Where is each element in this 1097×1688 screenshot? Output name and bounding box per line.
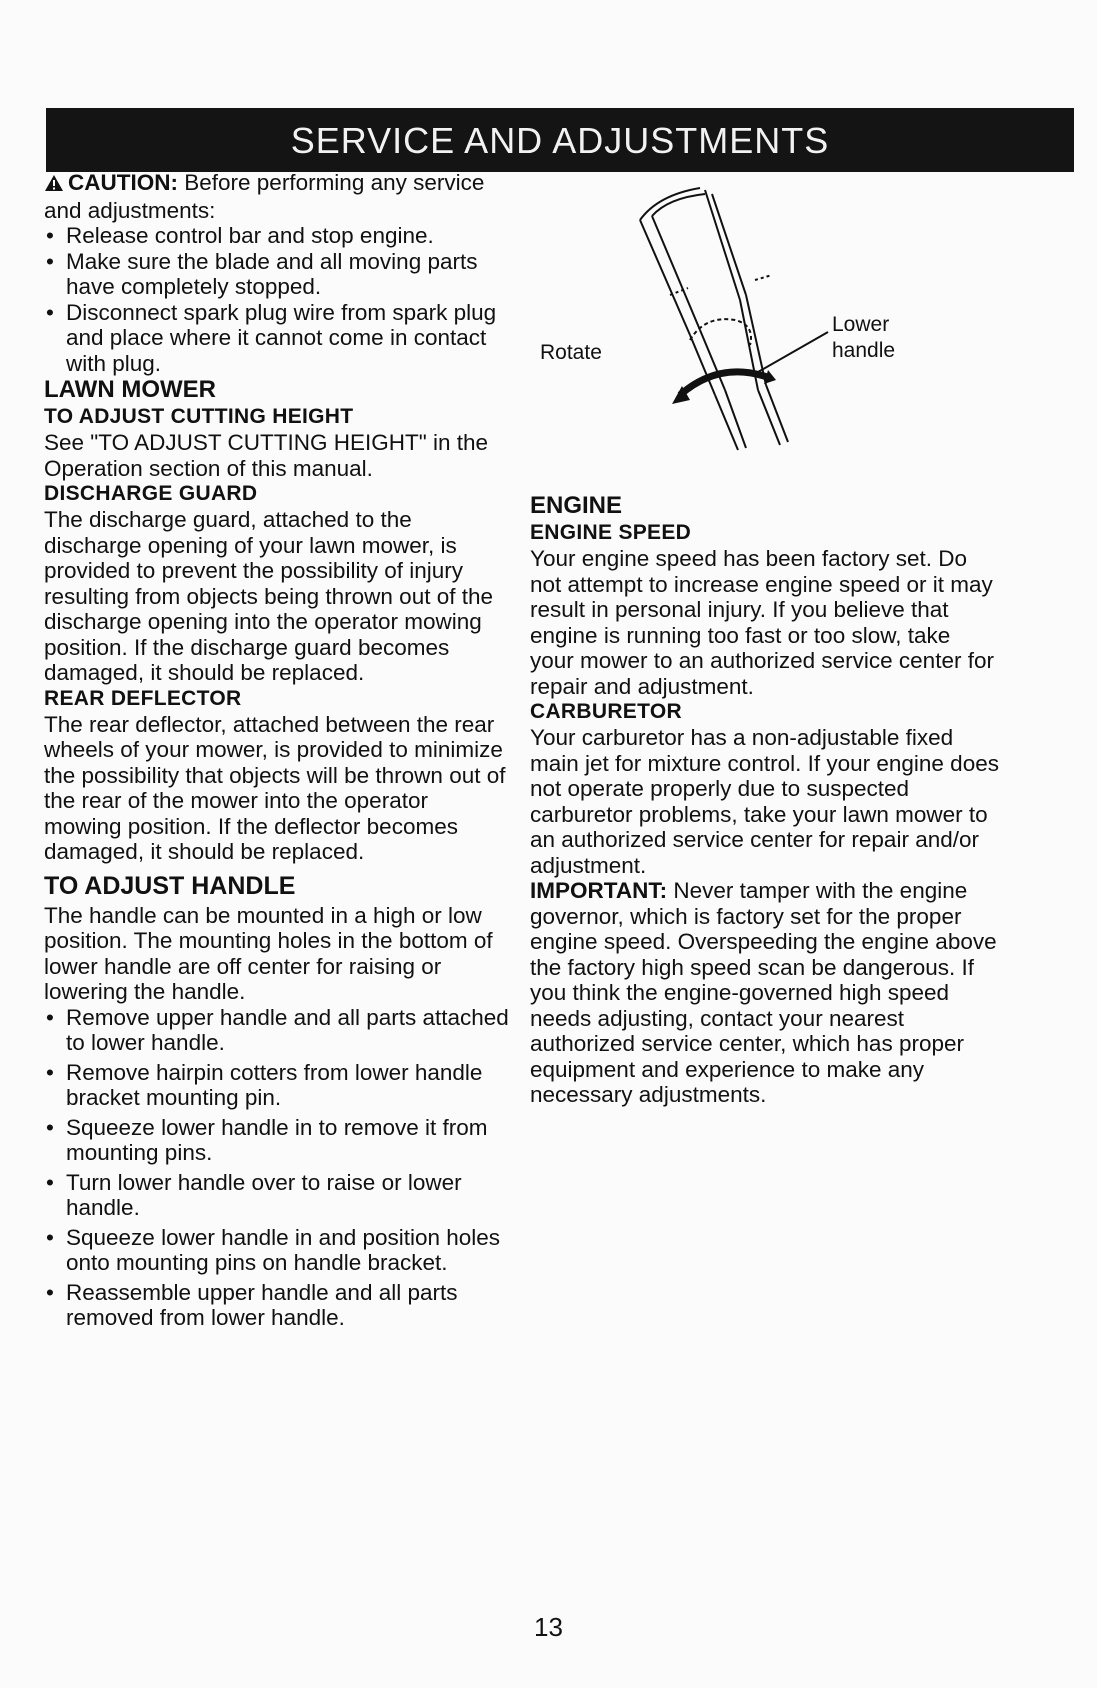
page-number: 13 xyxy=(534,1612,563,1642)
subheading-carburetor: CARBURETOR xyxy=(530,700,682,723)
caution-label: CAUTION: xyxy=(68,170,178,195)
list-item: • Disconnect spark plug wire from spark plug and place where it cannot come in contact with plug. xyxy=(44,300,509,377)
cutting-height-text: See "TO ADJUST CUTTING HEIGHT" in the Operation section of this manual. xyxy=(44,430,488,481)
important-label: IMPORTANT: xyxy=(530,878,668,903)
adjust-handle-text: The handle can be mounted in a high or low position. The mounting holes in the bottom of lower handle are off center for raising or lowering the handle. xyxy=(44,902,493,1004)
list-item: • Remove hairpin cotters from lower handle bracket mounting pin. xyxy=(44,1060,509,1111)
subheading-cutting-height: TO ADJUST CUTTING HEIGHT xyxy=(44,405,354,428)
important-text: Never tamper with the engine governor, which is factory set for the proper engine speed. Overspeeding the engine above the factory high speed scan be dangerous. If you think the engine-governed high speed needs adjusting, contact your nearest authorized service center, which has proper equipment and experience to make any necessary adjustments. xyxy=(530,878,997,1107)
rear-deflector-text: The rear deflector, attached between the rear wheels of your mower, is provided to minimize the possibility that objects will be thrown out of the rear of the mower into the operator mowing position. If the deflector becomes damaged, it should be replaced. xyxy=(44,711,506,864)
caution-list xyxy=(44,223,509,376)
list-item: • Squeeze lower handle in to remove it from mounting pins. xyxy=(44,1115,509,1166)
handle-label: handle xyxy=(832,339,896,362)
warning-triangle-icon xyxy=(44,172,64,198)
section-heading-engine: ENGINE xyxy=(530,492,623,519)
adjust-handle-steps xyxy=(44,1005,509,1331)
right-column xyxy=(530,492,1000,1108)
subheading-discharge-guard: DISCHARGE GUARD xyxy=(44,482,258,505)
important-paragraph xyxy=(530,878,1000,1108)
list-item: • Release control bar and stop engine. xyxy=(44,223,509,249)
caution-text: Before performing any service and adjustments: xyxy=(44,170,485,223)
section-heading-lawn-mower: LAWN MOWER xyxy=(44,376,216,403)
subheading-engine-speed: ENGINE SPEED xyxy=(530,521,692,544)
list-item: • Make sure the blade and all moving parts have completely stopped. xyxy=(44,249,509,300)
rotate-label: Rotate xyxy=(540,341,602,364)
list-item: • Squeeze lower handle in and position holes onto mounting pins on handle bracket. xyxy=(44,1225,509,1276)
lower-label: Lower xyxy=(832,313,890,336)
discharge-guard-text: The discharge guard, attached to the discharge opening of your lawn mower, is provided to prevent the possibility of injury resulting from objects being thrown out of the discharge opening into the operator mowing position. If the discharge guard becomes damaged, it should be replaced. xyxy=(44,507,494,685)
subheading-adjust-handle: TO ADJUST HANDLE xyxy=(44,871,296,900)
subheading-rear-deflector: REAR DEFLECTOR xyxy=(44,686,242,710)
page-title: SERVICE AND ADJUSTMENTS xyxy=(46,108,1074,172)
caution-paragraph xyxy=(44,170,509,223)
engine-speed-text: Your engine speed has been factory set. Do not attempt to increase engine speed or it may result in personal injury. If you believe that engine is running too fast or too slow, take your mower to an authorized service center for repair and adjustment. xyxy=(530,546,994,699)
left-column xyxy=(44,170,509,1335)
carburetor-text: Your carburetor has a non-adjustable fixed main jet for mixture control. If your engine does not operate properly due to suspected carburetor problems, take your lawn mower to an authorized service center for repair and/or adjustment. xyxy=(530,725,999,878)
handle-figure xyxy=(540,180,940,480)
list-item: • Turn lower handle over to raise or lower handle. xyxy=(44,1170,509,1221)
list-item: • Remove upper handle and all parts attached to lower handle. xyxy=(44,1005,509,1056)
list-item: • Reassemble upper handle and all parts removed from lower handle. xyxy=(44,1280,509,1331)
